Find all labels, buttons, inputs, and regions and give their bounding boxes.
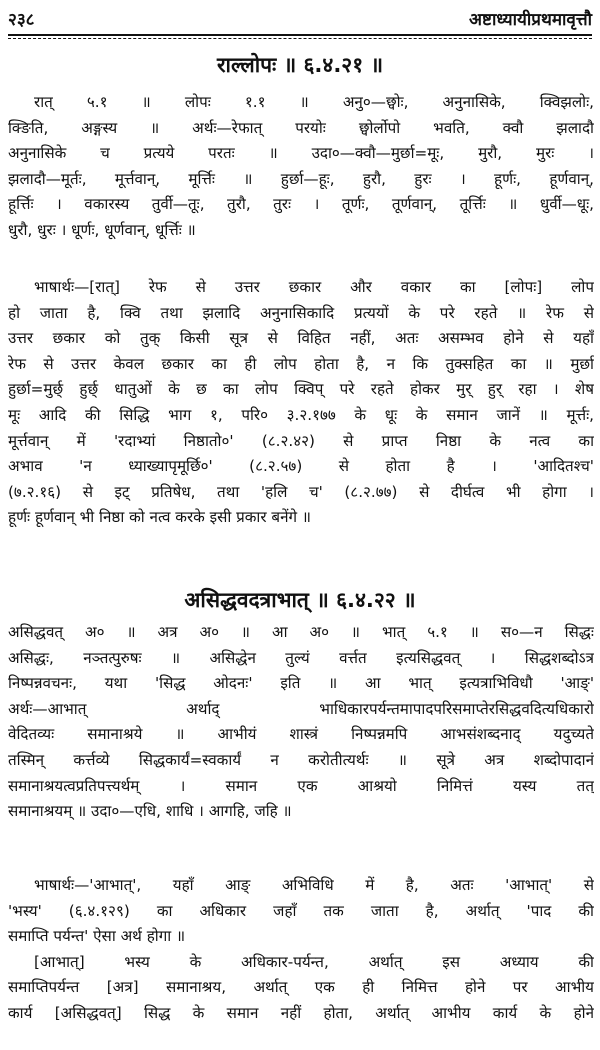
- sutra1-bhashartha: [8, 275, 594, 531]
- text-line: असिद्धः, नञ्तत्पुरुषः ॥ असिद्धेन तुल्यं वर्त्तत इत्यसिद्धवत् । सिद्धशब्दोऽत्र: [8, 648, 594, 667]
- text-line: रात् ५.१ ॥ लोपः १.१ ॥ अनु०—छ्वोः, अनुनासिके, क्विझलोः,: [34, 93, 594, 111]
- text-line: समानाश्रयत्वप्रतिपत्त्यर्थम् । समान एक आश्रयो निमित्तं यस्य तत्: [8, 776, 594, 795]
- page-number: २३८: [8, 10, 35, 30]
- text-line: निष्पन्नवचनः, यथा 'सिद्ध ओदनः' इति ॥ आ भात् इत्यत्राभिविधौ 'आङ्': [8, 674, 594, 693]
- text-line: हुर्छा=मुर्छ् हुर्छ् धातुओं के छ का लोप क्विप् परे रहते होकर मुर् हुर् रहा । शेष: [8, 380, 594, 399]
- text-line: हो जाता है, क्वि तथा झलादि अनुनासिकादि प्रत्ययों के परे रहते ॥ रेफ से: [8, 303, 594, 322]
- text-line: तस्मिन् कर्त्तव्ये सिद्धकार्यं=स्वकार्यं न करोतीत्यर्थः ॥ सूत्रे अत्र शब्दोपादानं: [8, 750, 594, 769]
- text-line: असिद्धवत् अ० ॥ अत्र अ० ॥ आ अ० ॥ भात् ५.१ ॥ स०—न सिद्धः: [8, 623, 594, 641]
- sutra-heading-6-4-21: राल्लोपः ॥ ६.४.२१ ॥: [216, 53, 384, 77]
- text-line: मूः आदि की सिद्धि भाग १, परि० ३.२.१७७ के धूः के समान जानें ॥ मूर्त्तः,: [8, 405, 594, 424]
- text-line: अनुनासिके च प्रत्यये परतः ॥ उदा०—क्वौ—मुर्छा=मूः, मुरौ, मुरः ।: [8, 144, 594, 163]
- text-line: भाषार्थः—'आभात्', यहाँ आङ् अभिविधि में है, अतः 'आभात्' से: [34, 876, 594, 894]
- sutra1-commentary: [8, 90, 594, 244]
- text-line: धुरौ, धुरः । धूर्णः, धूर्णवान्, धूर्त्तिः ॥: [8, 220, 196, 239]
- book-title: अष्टाध्यायीप्रथमावृत्तौ: [469, 10, 592, 30]
- text-line: वेदितव्यः समानाश्रये ॥ आभीयं शास्त्रं निष्पन्नमपि आभसंशब्दनाद् यदुच्यते: [8, 725, 594, 744]
- text-line: रेफ से उत्तर केवल छकार का ही लोप होता है, न कि तुक्सहित का ॥ मुर्छा: [8, 354, 594, 373]
- text-line: उत्तर छकार को तुक् किसी सूत्र से विहित नहीं, अतः असम्भव होने से यहाँ: [8, 329, 594, 348]
- text-line: 'भस्य' (६.४.१२९) का अधिकार जहाँ तक जाता है, अर्थात् 'पाद की: [8, 901, 594, 920]
- running-header: [8, 4, 592, 32]
- text-line: समाप्ति पर्यन्त' ऐसा अर्थ होगा ॥: [8, 927, 186, 946]
- text-line: अभाव 'न ध्याख्यापृमूर्छि०' (८.२.५७) से होता है । 'आदितश्च': [8, 457, 594, 476]
- header-rule-dashed: [8, 38, 592, 39]
- text-line: मूर्त्तवान् में 'रदाभ्यां निष्ठातो०' (८.२.४२) से प्राप्त निष्ठा के नत्व का: [8, 431, 594, 450]
- text-line: अर्थः—आभात् अर्थाद् भाधिकारपर्यन्तमापादपरिसमाप्तेरसिद्धवदित्यधिकारो: [8, 699, 594, 718]
- header-rule: [8, 34, 592, 36]
- sutra2-commentary: [8, 620, 594, 825]
- text-line: हूर्णः हूर्णवान् भी निष्ठा को नत्व करके इसी प्रकार बनेंगे ॥: [8, 508, 311, 527]
- text-line: (७.२.१६) से इट् प्रतिषेध, तथा 'हलि च' (८.२.७७) से दीर्घत्व भी होगा ।: [8, 482, 594, 501]
- sutra-heading-6-4-22: असिद्धवदत्राभात् ॥ ६.४.२२ ॥: [184, 588, 416, 612]
- text-line: समाप्तिपर्यन्त [अत्र] समानाश्रय, अर्थात् एक ही निमित्त होने पर आभीय: [8, 978, 594, 997]
- text-line: समानाश्रयम् ॥ उदा०—एधि, शाधि । आगहि, जहि ॥: [8, 802, 292, 821]
- text-line: हूर्त्तिः । वकारस्य तुर्वी—तूः, तुरौ, तुरः । तूर्णः, तूर्णवान्, तूर्त्तिः ॥ धुर्वी—धूः,: [8, 195, 594, 214]
- text-line: [आभात्] भस्य के अधिकार-पर्यन्त, अर्थात् इस अध्याय की: [34, 952, 594, 971]
- text-line: झलादौ—मूर्तः, मूर्त्तवान्, मूर्त्तिः ॥ हुर्छा—हूः, हुरौ, हुरः । हूर्णः, हूर्णवान्,: [8, 169, 594, 188]
- text-line: भाषार्थः—[रात्] रेफ से उत्तर छकार और वकार का [लोपः] लोप: [34, 278, 594, 296]
- sutra2-bhashartha: [8, 873, 594, 1027]
- text-line: कार्य [असिद्धवत्] सिद्ध के समान नहीं होता, अर्थात् आभीय कार्य के होने: [8, 1003, 594, 1022]
- text-line: क्ङिति, अङ्गस्य ॥ अर्थः—रेफात् परयोः छ्वोर्लोपो भवति, क्वौ झलादौ: [8, 118, 594, 137]
